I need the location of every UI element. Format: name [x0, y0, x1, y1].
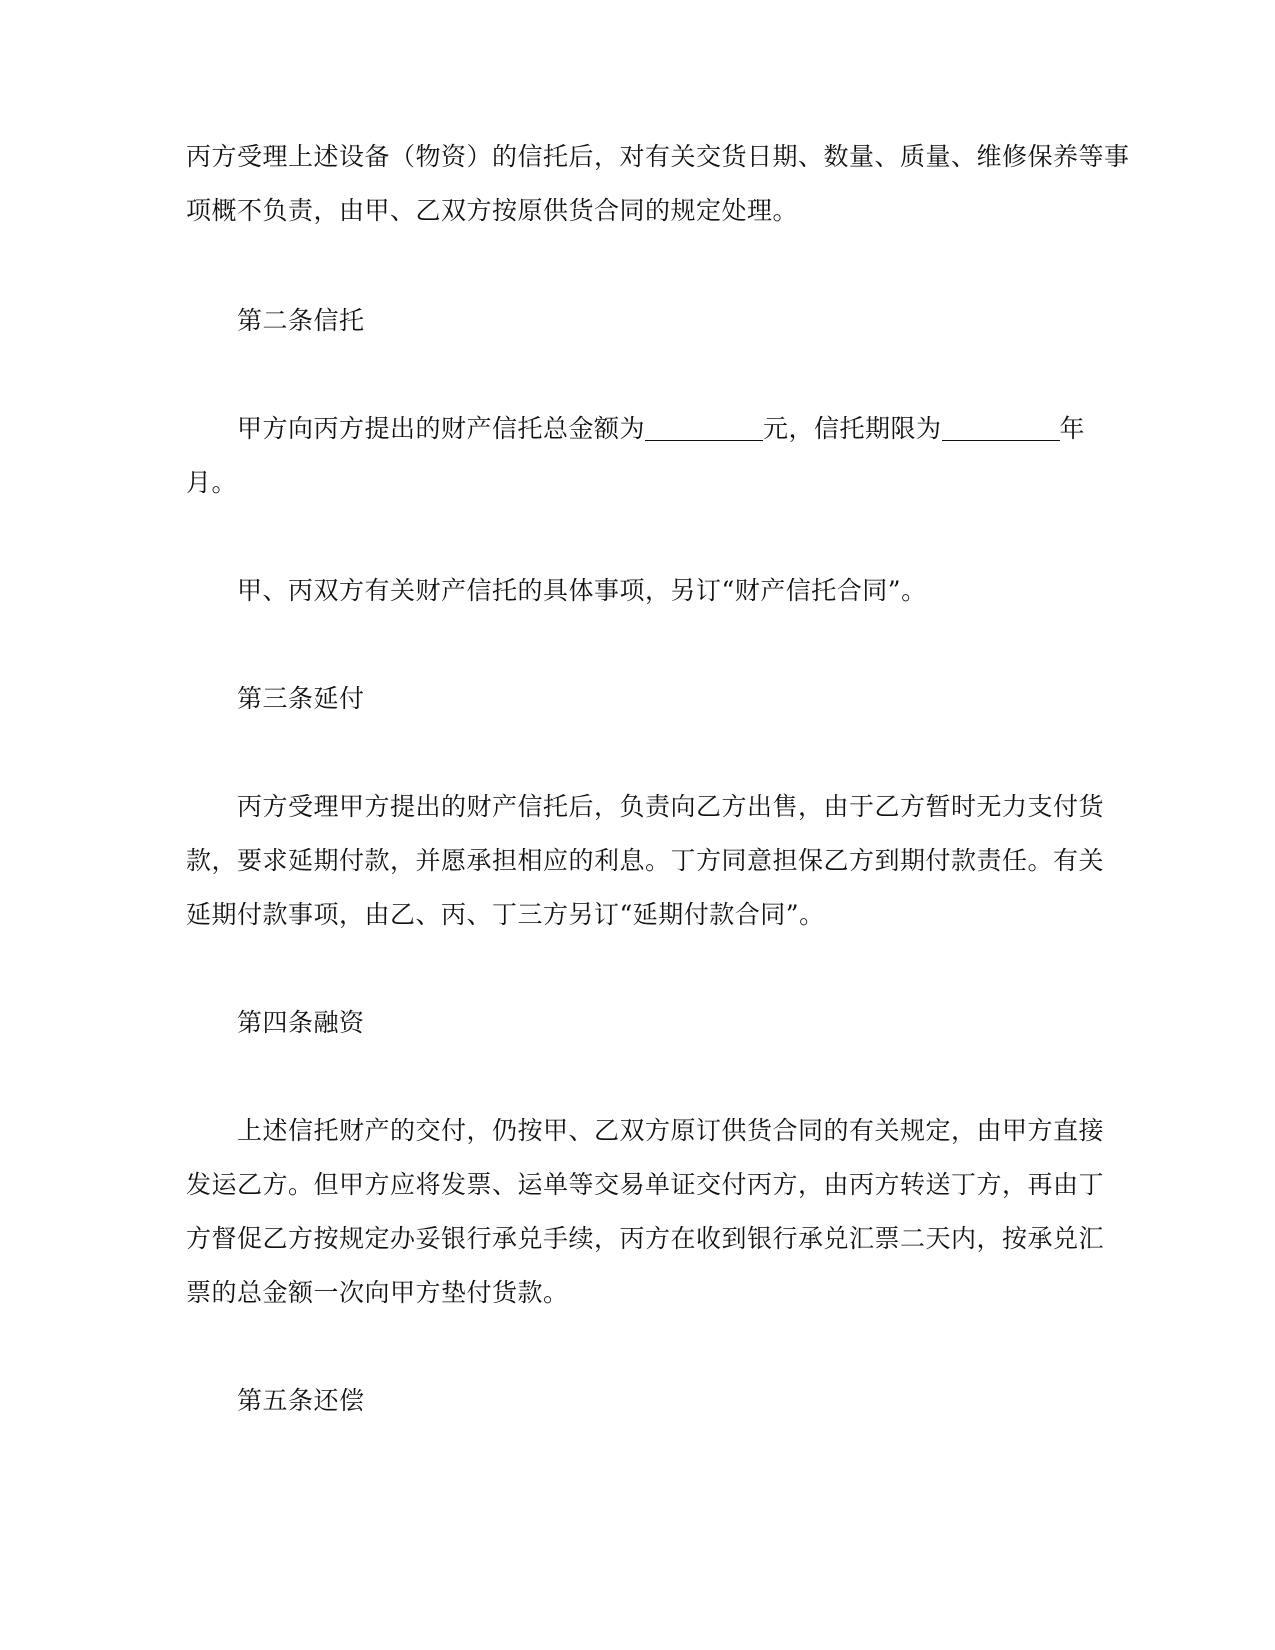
text-line: 延期付款事项，由乙、丙、丁三方另订“延期付款合同”。 — [186, 900, 825, 929]
text-line: 丙方受理上述设备（物资）的信托后，对有关交货日期、数量、质量、维修保养等事 — [186, 142, 1130, 171]
paragraph-trust-contract: 甲、丙双方有关财产信托的具体事项，另订“财产信托合同”。 — [237, 576, 927, 605]
paragraph-deferred-payment — [186, 780, 1105, 942]
text-line: 上述信托财产的交付，仍按甲、乙双方原订供货合同的有关规定，由甲方直接 — [237, 1116, 1105, 1145]
text-line: 票的总金额一次向甲方垫付货款。 — [186, 1278, 569, 1307]
paragraph-financing — [186, 1104, 1105, 1320]
term-blank-field — [942, 410, 1060, 441]
text-line — [186, 402, 1086, 456]
paragraph-trust-liability — [186, 130, 1130, 238]
text-line: 月。 — [186, 468, 238, 497]
article-4-heading: 第四条融资 — [237, 1008, 365, 1037]
article-3-heading: 第三条延付 — [237, 684, 365, 713]
paragraph-trust-amount — [186, 402, 1086, 510]
article-5-heading: 第五条还偿 — [237, 1386, 365, 1415]
amount-blank-field — [645, 410, 763, 441]
text-line: 丙方受理甲方提出的财产信托后，负责向乙方出售，由于乙方暂时无力支付货 — [237, 792, 1105, 821]
text-line: 发运乙方。但甲方应将发票、运单等交易单证交付丙方，由丙方转送丁方，再由丁 — [186, 1170, 1105, 1199]
text-line: 项概不负责，由甲、乙双方按原供货合同的规定处理。 — [186, 196, 799, 225]
text-segment: 甲方向丙方提出的财产信托总金额为 — [237, 414, 646, 443]
text-line: 款，要求延期付款，并愿承担相应的利息。丁方同意担保乙方到期付款责任。有关 — [186, 846, 1105, 875]
text-segment: 年 — [1059, 414, 1086, 443]
text-line: 方督促乙方按规定办妥银行承兑手续，丙方在收到银行承兑汇票二天内，按承兑汇 — [186, 1224, 1105, 1253]
article-2-heading: 第二条信托 — [237, 306, 365, 335]
text-segment: 元，信托期限为 — [763, 414, 942, 443]
